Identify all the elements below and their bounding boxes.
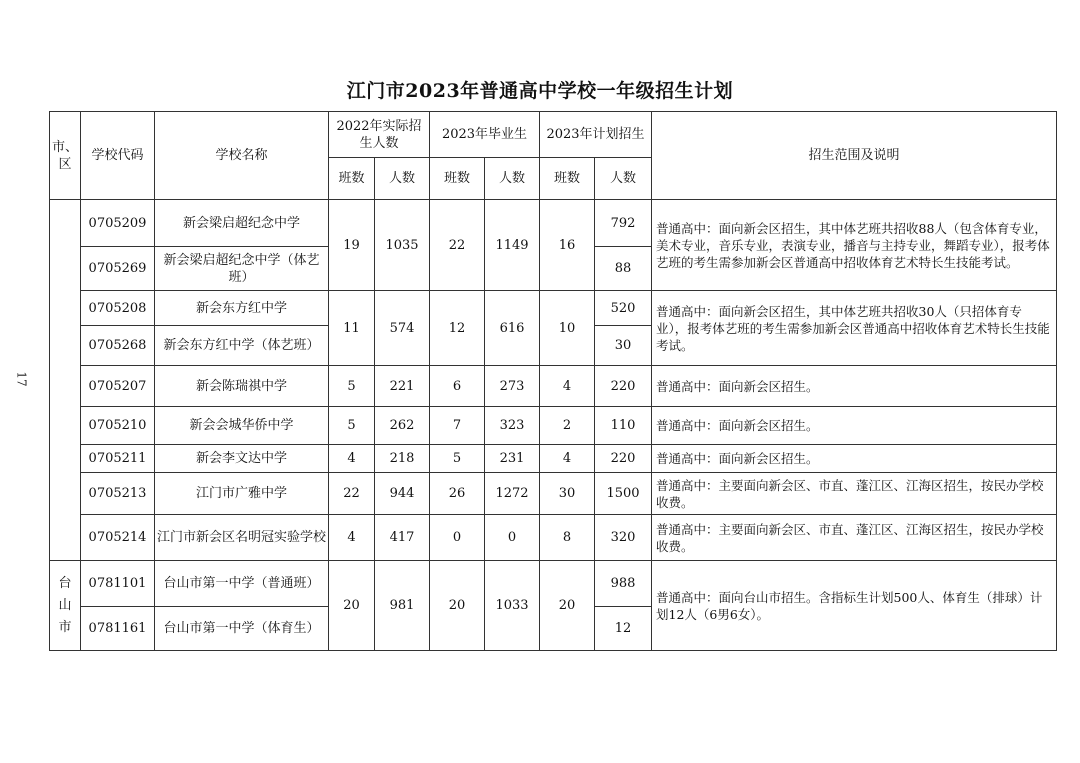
plan-people: 110	[595, 407, 652, 445]
header-district: 市、区	[50, 112, 81, 200]
table-row	[50, 445, 1057, 473]
header-people: 人数	[485, 158, 540, 200]
table-row	[50, 515, 1057, 561]
header-grads-2023: 2023年毕业生	[430, 112, 540, 158]
actual-people: 218	[375, 445, 430, 473]
school-code: 0705213	[81, 473, 155, 515]
school-name: 新会东方红中学	[155, 291, 329, 326]
actual-classes: 5	[329, 407, 375, 445]
scope-note: 普通高中：面向新会区招生。	[652, 366, 1057, 407]
grads-classes: 7	[430, 407, 485, 445]
district-label: 台山市	[58, 575, 72, 635]
actual-people: 1035	[375, 200, 430, 291]
table-row	[50, 200, 1057, 247]
school-name: 江门市新会区名明冠实验学校	[155, 515, 329, 561]
page-title: 江门市2023年普通高中学校一年级招生计划	[346, 80, 734, 102]
actual-people: 221	[375, 366, 430, 407]
header-classes: 班数	[430, 158, 485, 200]
school-name: 新会会城华侨中学	[155, 407, 329, 445]
actual-classes: 4	[329, 515, 375, 561]
plan-classes: 8	[540, 515, 595, 561]
plan-people: 988	[595, 561, 652, 607]
actual-classes: 19	[329, 200, 375, 291]
grads-people: 273	[485, 366, 540, 407]
plan-people: 1500	[595, 473, 652, 515]
plan-classes: 16	[540, 200, 595, 291]
grads-classes: 26	[430, 473, 485, 515]
school-code: 0705269	[81, 247, 155, 291]
plan-people: 520	[595, 291, 652, 326]
actual-people: 574	[375, 291, 430, 366]
school-code: 0705208	[81, 291, 155, 326]
grads-classes: 6	[430, 366, 485, 407]
table-row	[50, 561, 1057, 607]
school-name: 新会东方红中学（体艺班）	[155, 326, 329, 366]
plan-people: 30	[595, 326, 652, 366]
scope-note: 普通高中：面向新会区招生。	[652, 445, 1057, 473]
grads-classes: 0	[430, 515, 485, 561]
plan-people: 220	[595, 445, 652, 473]
school-code: 0781161	[81, 607, 155, 651]
school-code: 0705214	[81, 515, 155, 561]
scope-note: 普通高中：主要面向新会区、市直、蓬江区、江海区招生，按民办学校收费。	[652, 515, 1057, 561]
actual-classes: 5	[329, 366, 375, 407]
actual-people: 262	[375, 407, 430, 445]
school-name: 新会陈瑞祺中学	[155, 366, 329, 407]
plan-people: 88	[595, 247, 652, 291]
header-people: 人数	[595, 158, 652, 200]
plan-classes: 10	[540, 291, 595, 366]
school-name: 江门市广雅中学	[155, 473, 329, 515]
table-row	[50, 407, 1057, 445]
grads-classes: 22	[430, 200, 485, 291]
header-classes: 班数	[540, 158, 595, 200]
actual-people: 981	[375, 561, 430, 651]
grads-classes: 5	[430, 445, 485, 473]
grads-people: 231	[485, 445, 540, 473]
plan-people: 792	[595, 200, 652, 247]
actual-classes: 22	[329, 473, 375, 515]
plan-people: 220	[595, 366, 652, 407]
plan-classes: 20	[540, 561, 595, 651]
actual-classes: 20	[329, 561, 375, 651]
district-cell-taishan	[50, 561, 81, 651]
table-row	[50, 291, 1057, 326]
grads-classes: 12	[430, 291, 485, 366]
header-actual-2022: 2022年实际招生人数	[329, 112, 430, 158]
plan-people: 12	[595, 607, 652, 651]
plan-classes: 4	[540, 445, 595, 473]
page-number: 17	[14, 371, 29, 387]
actual-classes: 4	[329, 445, 375, 473]
header-classes: 班数	[329, 158, 375, 200]
scope-note: 普通高中：面向新会区招生。	[652, 407, 1057, 445]
grads-people: 1272	[485, 473, 540, 515]
plan-people: 320	[595, 515, 652, 561]
actual-people: 417	[375, 515, 430, 561]
grads-people: 0	[485, 515, 540, 561]
table-row	[50, 473, 1057, 515]
school-code: 0705209	[81, 200, 155, 247]
scope-note: 普通高中：面向新会区招生，其中体艺班共招收88人（包含体育专业，美术专业，音乐专业，表演专业，播音与主持专业，舞蹈专业），报考体艺班的考生需参加新会区普通高中招收体育艺术特长生技能考试。	[652, 200, 1057, 291]
grads-people: 1149	[485, 200, 540, 291]
table-row	[50, 366, 1057, 407]
scope-note: 普通高中：主要面向新会区、市直、蓬江区、江海区招生，按民办学校收费。	[652, 473, 1057, 515]
school-name: 台山市第一中学（普通班）	[155, 561, 329, 607]
actual-classes: 11	[329, 291, 375, 366]
grads-people: 1033	[485, 561, 540, 651]
plan-classes: 4	[540, 366, 595, 407]
header-name: 学校名称	[155, 112, 329, 200]
actual-people: 944	[375, 473, 430, 515]
enrollment-table	[49, 111, 1057, 651]
school-name: 新会梁启超纪念中学	[155, 200, 329, 247]
school-code: 0705210	[81, 407, 155, 445]
school-code: 0705268	[81, 326, 155, 366]
header-people: 人数	[375, 158, 430, 200]
district-cell-xinhui	[50, 200, 81, 561]
plan-classes: 30	[540, 473, 595, 515]
school-code: 0705211	[81, 445, 155, 473]
grads-people: 616	[485, 291, 540, 366]
school-code: 0705207	[81, 366, 155, 407]
plan-classes: 2	[540, 407, 595, 445]
scope-note: 普通高中：面向台山市招生。含指标生计划500人、体育生（排球）计划12人（6男6女）。	[652, 561, 1057, 651]
school-name: 新会梁启超纪念中学（体艺班）	[155, 247, 329, 291]
school-name: 新会李文达中学	[155, 445, 329, 473]
grads-people: 323	[485, 407, 540, 445]
scope-note: 普通高中：面向新会区招生，其中体艺班共招收30人（只招体育专业），报考体艺班的考生需参加新会区普通高中招收体育艺术特长生技能考试。	[652, 291, 1057, 366]
header-code: 学校代码	[81, 112, 155, 200]
header-plan-2023: 2023年计划招生	[540, 112, 652, 158]
school-code: 0781101	[81, 561, 155, 607]
grads-classes: 20	[430, 561, 485, 651]
school-name: 台山市第一中学（体育生）	[155, 607, 329, 651]
header-scope: 招生范围及说明	[652, 112, 1057, 200]
